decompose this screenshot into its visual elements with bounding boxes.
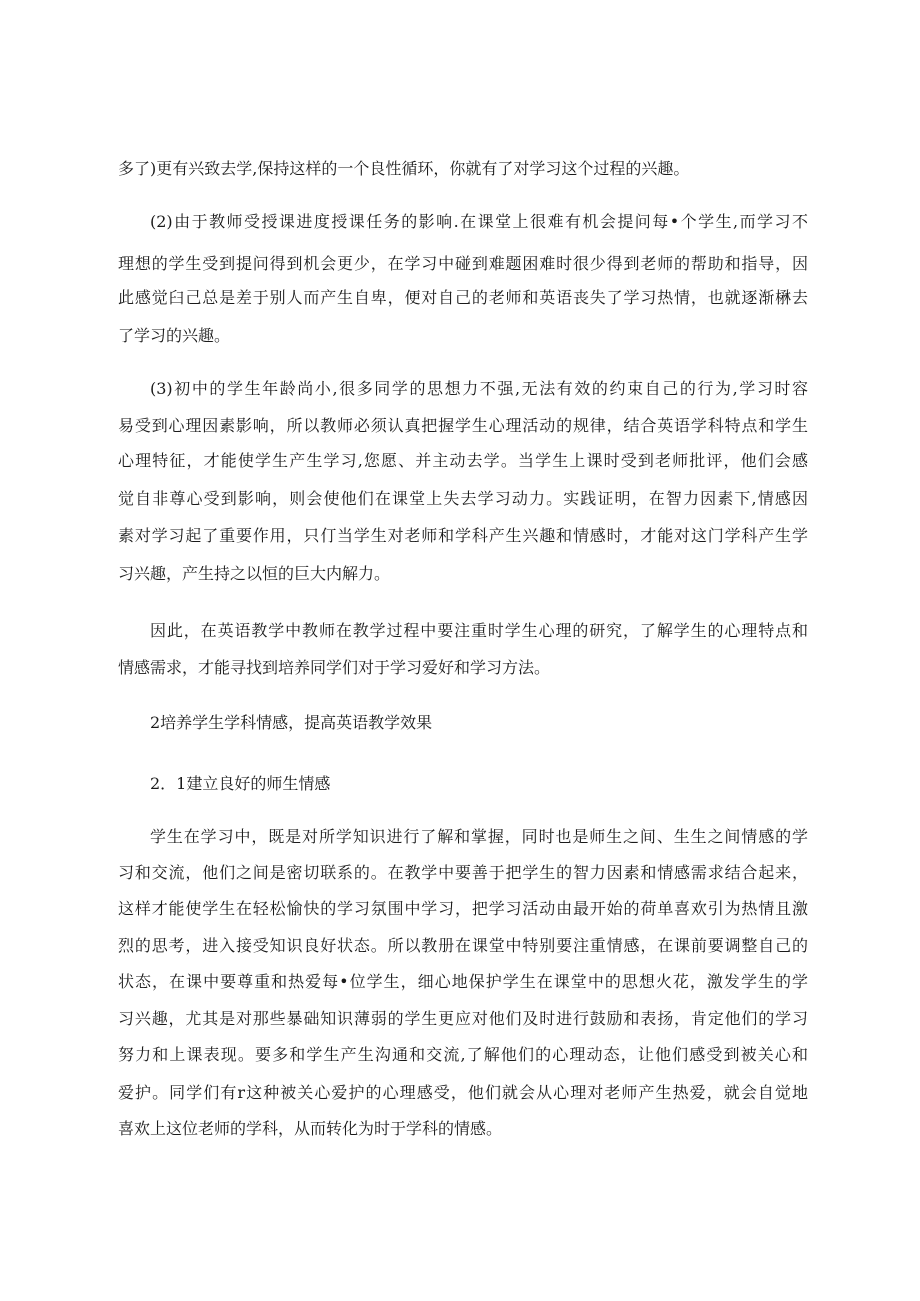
text-line: 习和交流，他们之间是密切联系的。在教学中要善于把学生的智力因素和情感需求结合起来， xyxy=(118,863,808,882)
text-line: 因此，在英语教学中教师在教学过程中要注重时学生心理的研究，了解学生的心理特点和 xyxy=(150,621,808,640)
section-heading: 2培养学生学科情感，提高英语教学效果 xyxy=(150,713,433,732)
text-line: 努力和上课表现。要多和学生产生沟通和交流,了解他们的心理动态，让他们感受到被关心和 xyxy=(118,1045,808,1064)
text-line: 易受到心理因素影响，所以教师必须认真把握学生心理活动的规律，结合英语学科特点和学生 xyxy=(118,416,808,435)
text-line: 多了)更有兴致去学,保持这样的一个良性循环，你就有了对学习这个过程的兴趣。 xyxy=(118,159,690,178)
text-line: 喜欢上这位老师的学科，从而转化为时于学科的情感。 xyxy=(118,1119,503,1138)
text-line: 觉自非尊心受到影响，则会使他们在课堂上失去学习动力。实践证明，在智力因素下,情感因 xyxy=(118,489,808,508)
text-line: 学生在学习中，既是对所学知识进行了解和掌握，同时也是师生之间、生生之间情感的学 xyxy=(150,827,808,846)
text-line: (3)初中的学生年龄尚小,很多同学的思想力不强,无法有效的约束自己的行为,学习时容 xyxy=(150,379,808,398)
text-line: 烈的思考，进入接受知识良好状态。所以教册在课堂中特别要注重情感，在课前要调整自己的 xyxy=(118,936,808,955)
text-line: (2)由于教师受授课进度授课任务的影响.在课堂上很难有机会提问每•个学生,而学习不 xyxy=(150,212,808,231)
text-line: 习兴趣，产生持之以恒的巨大内解力。 xyxy=(118,564,391,583)
text-line: 理想的学生受到提问得到机会更少，在学习中碰到难题困难时很少得到老师的帮助和指导，因 xyxy=(118,254,808,273)
text-line: 这样才能使学生在轻松愉快的学习氛围中学习，把学习活动由最开始的荷单喜欢引为热情且激 xyxy=(118,899,808,918)
text-line: 爱护。同学们有r这种被关心爱护的心理感受，他们就会从心理对老师产生热爱，就会自觉地 xyxy=(118,1083,808,1102)
text-line: 习兴趣，尤其是对那些暴础知识薄弱的学生更应对他们及时进行鼓励和表扬，肯定他们的学习 xyxy=(118,1009,808,1028)
text-line: 此感觉臼己总是差于别人而产生自卑，便对自己的老师和英语丧失了学习热情，也就逐渐楙去 xyxy=(118,288,808,307)
text-line: 心理特征，才能使学生产生学习,您愿、并主动去学。当学生上课时受到老师批评，他们会感 xyxy=(118,451,808,470)
subsection-heading: 2．1建立良好的师生情感 xyxy=(150,774,331,793)
text-line: 情感需求，才能寻找到培养同学们对于学习爱好和学习方法。 xyxy=(118,658,551,677)
text-line: 了学习的兴趣。 xyxy=(118,326,231,345)
text-line: 状态，在课中要尊重和热爱每•位学生，细心地保护学生在课堂中的思想火花，激发学生的学 xyxy=(118,972,808,991)
text-line: 素对学习起了重要作用，只仃当学生对老师和学科产生兴趣和情感时，才能对这门学科产生学 xyxy=(118,526,808,545)
